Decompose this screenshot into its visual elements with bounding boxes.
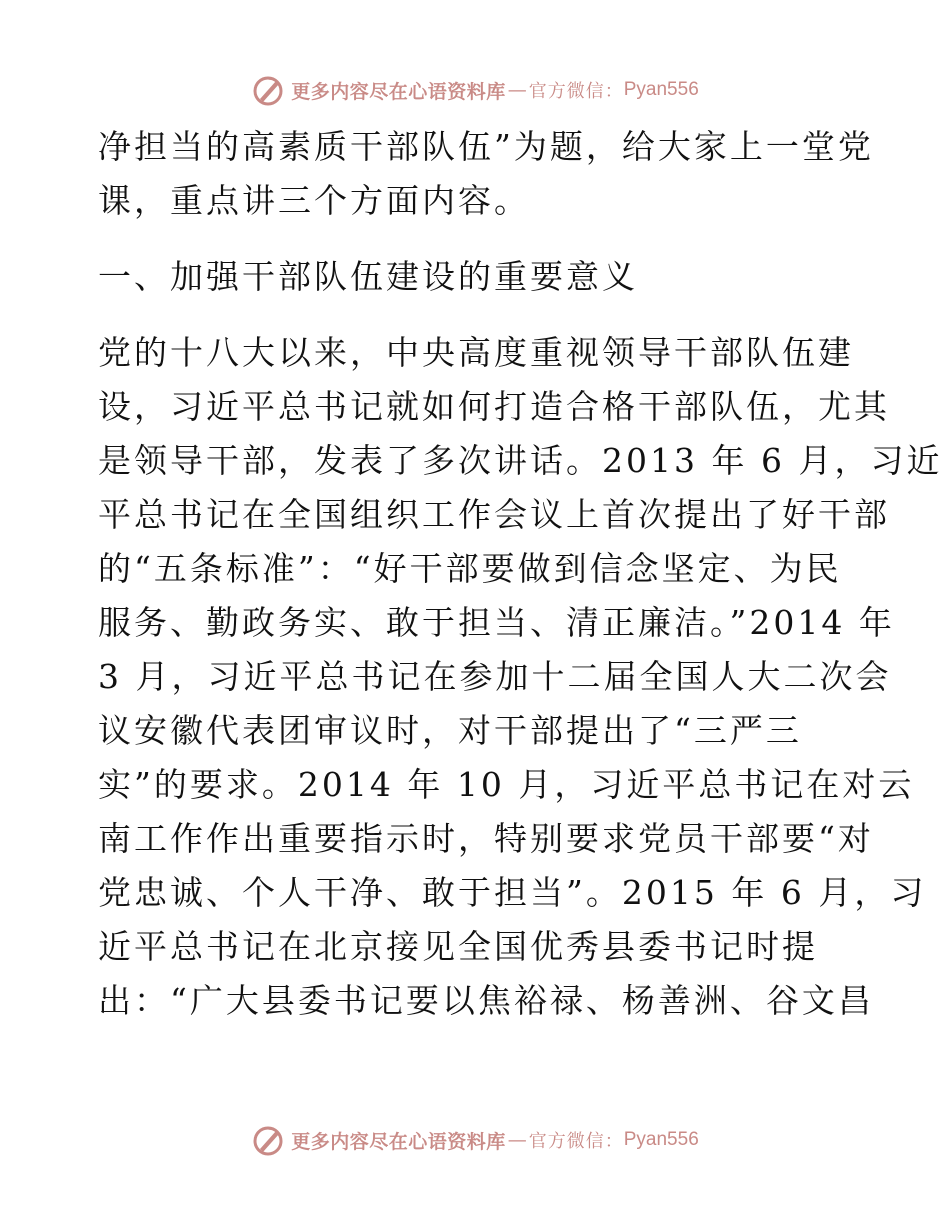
- body-line: 平总书记在全国组织工作会议上首次提出了好干部: [98, 495, 890, 534]
- footer-watermark: [0, 1120, 950, 1160]
- header-watermark: [0, 70, 950, 110]
- body-line: 设，习近平总书记就如何打造合格干部队伍，尤其: [98, 387, 890, 426]
- watermark-text: 更多内容尽在心语资料库: [291, 1130, 506, 1153]
- body-line: 服务、勤政务实、敢于担当、清正廉洁。”2014 年: [98, 603, 895, 642]
- body-line: 党的十八大以来，中央高度重视领导干部队伍建: [98, 333, 854, 372]
- body-line: 的“五条标准”：“好干部要做到信念坚定、为民: [98, 549, 842, 588]
- body-line: 实”的要求。2014 年 10 月，习近平总书记在对云: [98, 765, 915, 804]
- intro-line: 课，重点讲三个方面内容。: [98, 181, 530, 220]
- watermark-text: 更多内容尽在心语资料库: [291, 80, 506, 103]
- watermark-account: Pyan556: [623, 1129, 699, 1150]
- watermark-label: 官方微信：: [528, 1131, 624, 1152]
- body-line: 3 月，习近平总书记在参加十二届全国人大二次会: [98, 657, 892, 696]
- document-body: [98, 120, 943, 1028]
- watermark-account: Pyan556: [623, 79, 699, 100]
- body-line: 议安徽代表团审议时，对干部提出了“三严三: [98, 711, 802, 750]
- body-line: 南工作作出重要指示时，特别要求党员干部要“对: [98, 819, 874, 858]
- brand-logo-icon: [251, 73, 285, 107]
- watermark-label: 官方微信：: [528, 81, 624, 102]
- section-heading: 一、加强干部队伍建设的重要意义: [98, 257, 638, 296]
- body-line: 党忠诚、个人干净、敢于担当”。2015 年 6 月，习: [98, 873, 927, 912]
- brand-logo-icon: [251, 1123, 285, 1157]
- body-line: 是领导干部，发表了多次讲话。2013 年 6 月，习近: [98, 441, 943, 480]
- body-line: 出：“广大县委书记要以焦裕禄、杨善洲、谷文昌: [98, 981, 874, 1020]
- intro-line: 净担当的高素质干部队伍”为题，给大家上一堂党: [98, 127, 874, 166]
- watermark-separator: —: [507, 1129, 527, 1151]
- watermark-separator: —: [507, 79, 527, 101]
- body-line: 近平总书记在北京接见全国优秀县委书记时提: [98, 927, 818, 966]
